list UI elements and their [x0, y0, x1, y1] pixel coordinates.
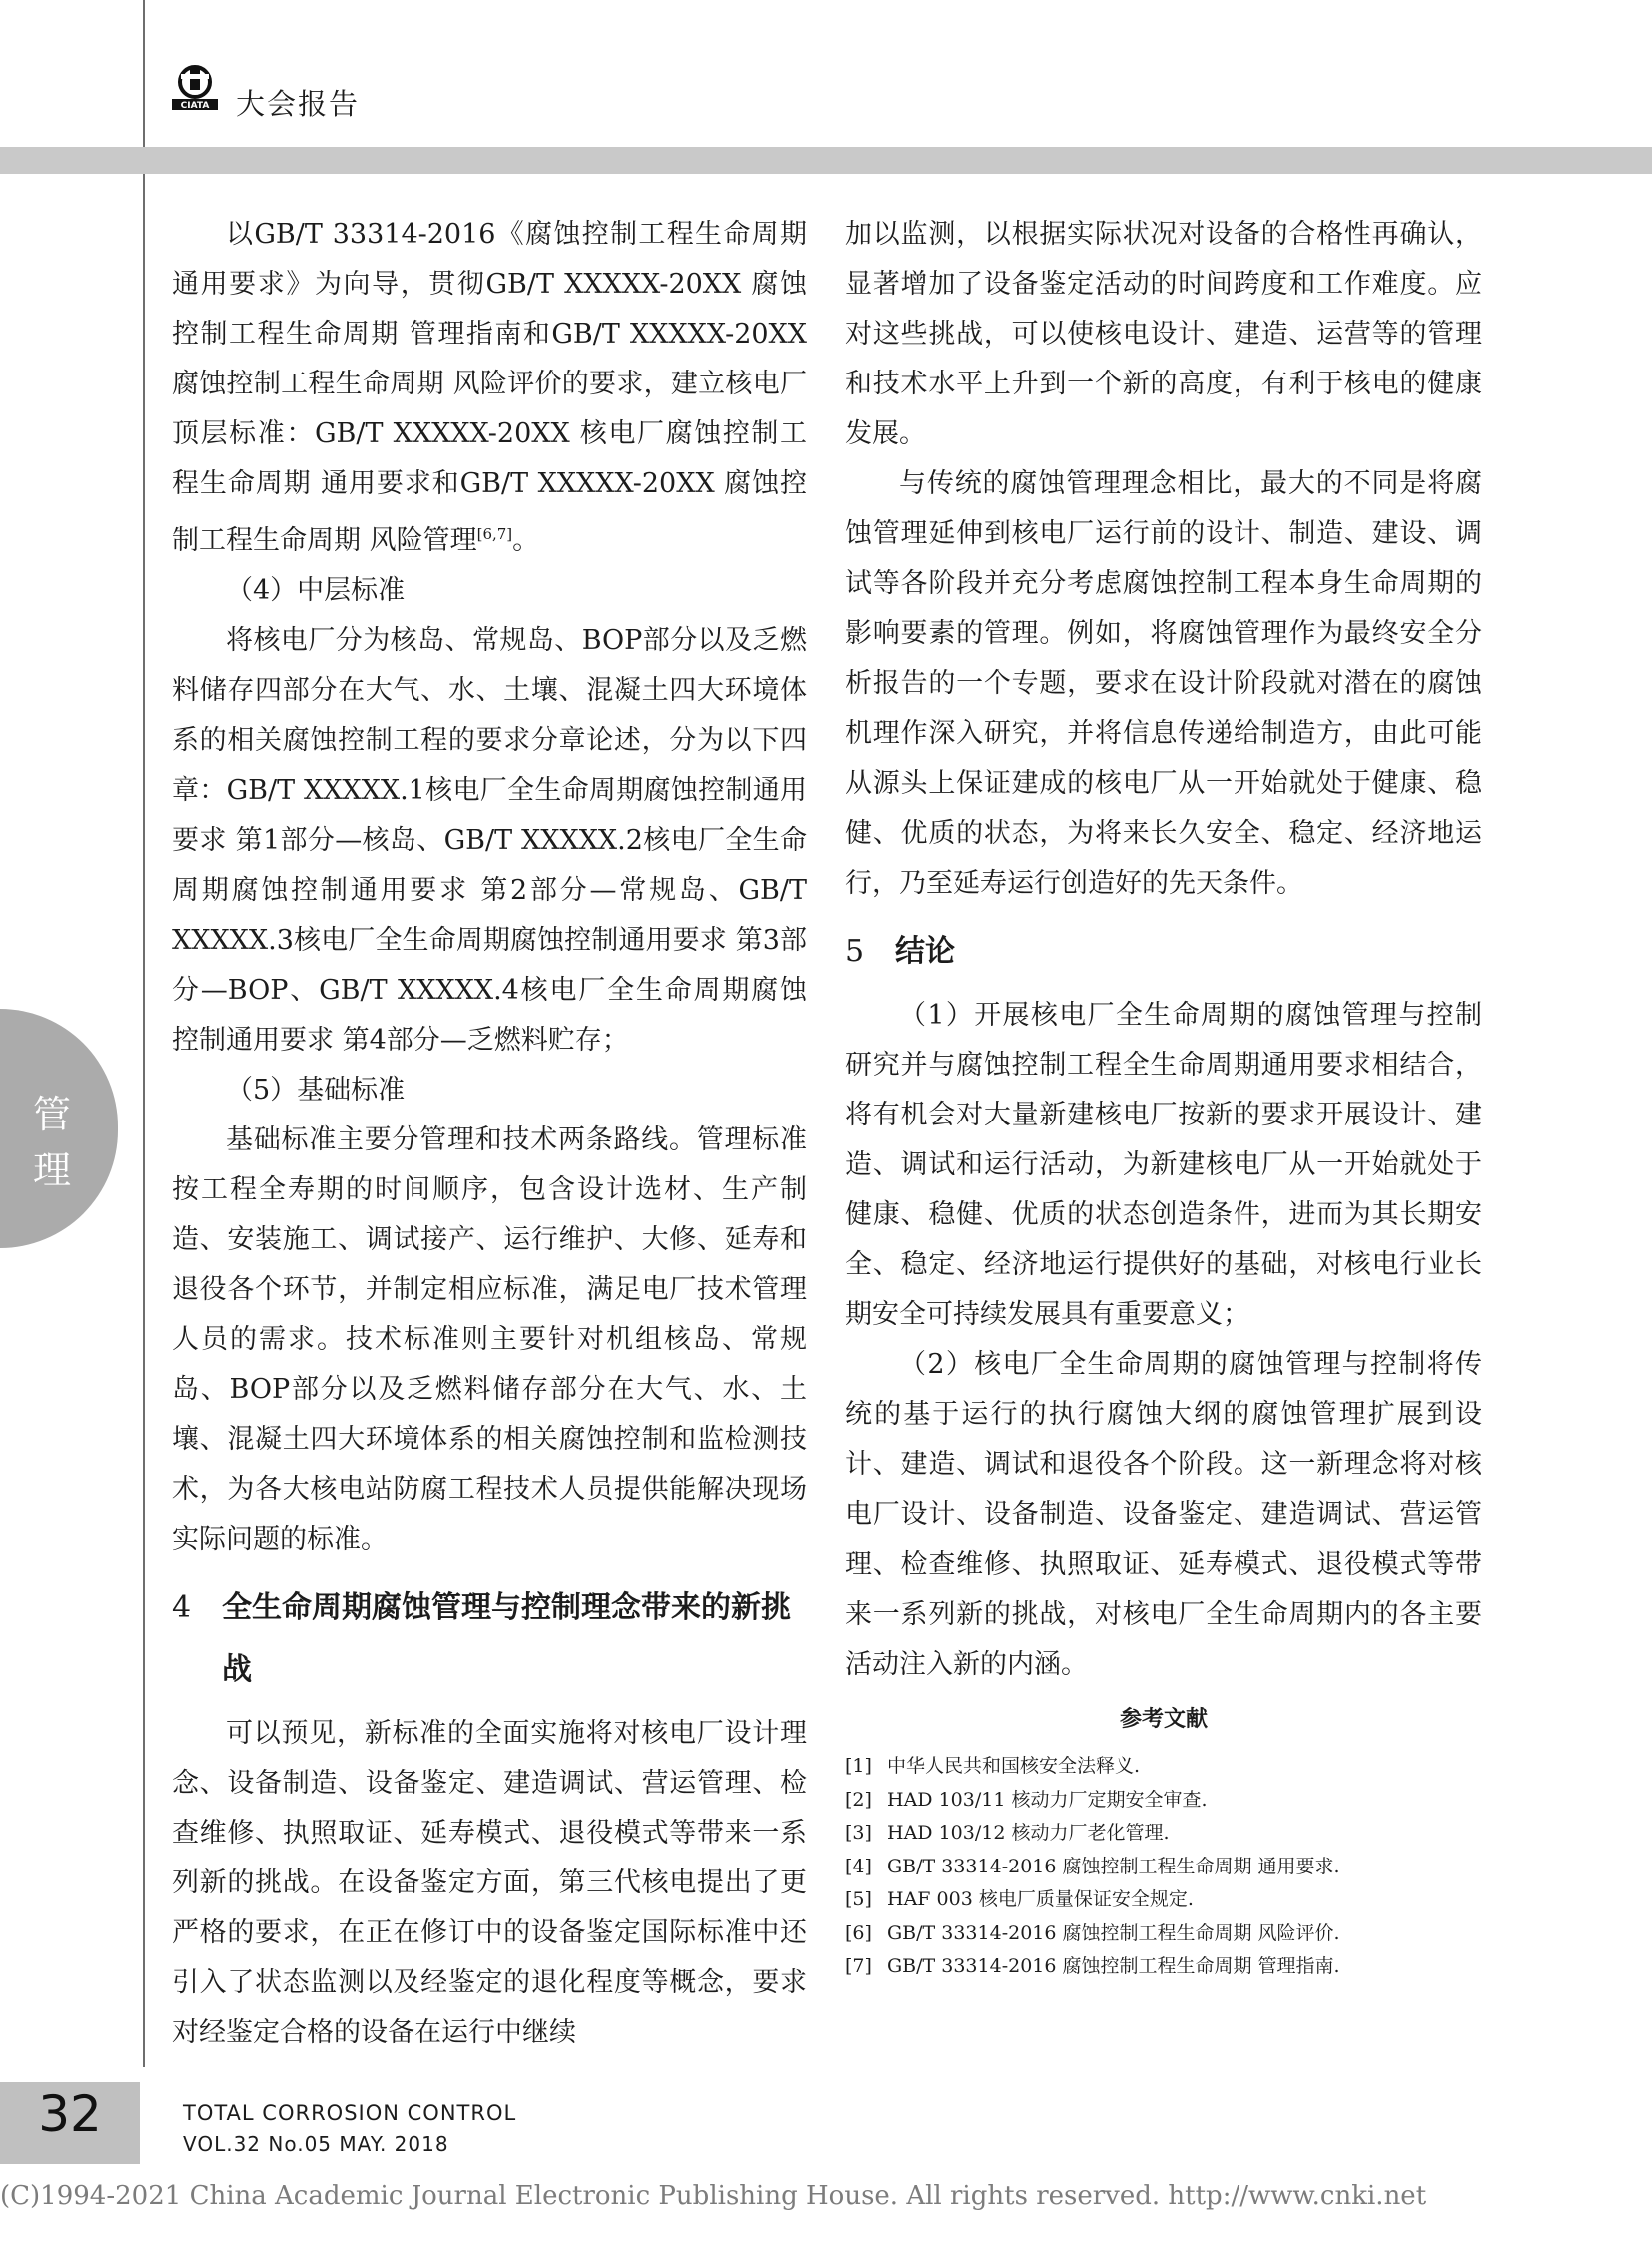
section-heading [845, 921, 1482, 983]
subheading: （5）基础标准 [226, 1075, 406, 1106]
reference-item: [1] 中华人民共和国核安全法释义. [845, 1755, 1141, 1777]
section-title: 大会报告 [236, 87, 361, 121]
paragraph: （1）开展核电厂全生命周期的腐蚀管理与控制研究并与腐蚀控制工程全生命周期通用要求相结合，将有机会对大量新建核电厂按新的要求开展设计、建造、调试和运行活动，为新建核电厂从一开始就处于健康、稳健、优质的状态创造条件，进而为其长期安全、稳定、经济地运行提供好的基础，对核电行业长期安全可持续发展具有重要意义； [845, 1000, 1482, 1330]
reference-item: [3] HAD 103/12 核动力厂老化管理. [845, 1822, 1170, 1844]
subheading: （4）中层标准 [226, 575, 406, 606]
left-column [172, 210, 807, 2058]
svg-text:CIATA: CIATA [180, 101, 210, 110]
section-number: 4 [172, 1590, 192, 1625]
paragraph: 与传统的腐蚀管理理念相比，最大的不同是将腐蚀管理延伸到核电厂运行前的设计、制造、建设、调试等各阶段并充分考虑腐蚀控制工程本身生命周期的影响要素的管理。例如，将腐蚀管理作为最终安全分析报告的一个专题，要求在设计阶段就对潜在的腐蚀机理作深入研究，并将信息传递给制造方，由此可能从源头上保证建成的核电厂从一开始就处于健康、稳健、优质的状态，为将来长久安全、稳定、经济地运行，乃至延寿运行创造好的先天条件。 [845, 468, 1482, 899]
header-bar [0, 147, 1652, 174]
paragraph: 可以预见，新标准的全面实施将对核电厂设计理念、设备制造、设备鉴定、建造调试、营运管理、检查维修、执照取证、延寿模式、退役模式等带来一系列新的挑战。在设备鉴定方面，第三代核电提出了更严格的要求，在正在修订中的设备鉴定国际标准中还引入了状态监测以及经鉴定的退化程度等概念，要求对经鉴定合格的设备在运行中继续 [172, 1718, 807, 2048]
citation: [6,7] [476, 525, 513, 543]
reference-item: [7] GB/T 33314-2016 腐蚀控制工程生命周期 管理指南. [845, 1955, 1340, 1977]
paragraph: 基础标准主要分管理和技术两条路线。管理标准按工程全寿期的时间顺序，包含设计选材、生产制造、安装施工、调试接产、运行维护、大修、延寿和退役各个环节，并制定相应标准，满足电厂技术管理人员的需求。技术标准则主要针对机组核岛、常规岛、BOP部分以及乏燃料储存部分在大气、水、土壤、混凝土四大环境体系的相关腐蚀控制和监检测技术，为各大核电站防腐工程技术人员提供能解决现场实际问题的标准。 [172, 1124, 807, 1555]
reference-item: [2] HAD 103/11 核动力厂定期安全审查. [845, 1788, 1208, 1811]
page-number: 32 [38, 2085, 102, 2143]
section-number: 5 [845, 934, 865, 969]
copyright-notice: (C)1994-2021 China Academic Journal Electronic Publishing House. All rights reserved. http://www.cnki.net [0, 2181, 1427, 2211]
journal-name: TOTAL CORROSION CONTROL [183, 2101, 517, 2125]
reference-item: [5] HAF 003 核电厂质量保证安全规定. [845, 1888, 1194, 1910]
section-heading [172, 1577, 807, 1701]
left-vertical-rule [143, 0, 145, 2067]
paragraph: 加以监测，以根据实际状况对设备的合格性再确认，显著增加了设备鉴定活动的时间跨度和工作难度。应对这些挑战，可以使核电设计、建造、运营等的管理和技术水平上升到一个新的高度，有利于核电的健康发展。 [845, 219, 1482, 449]
paragraph: （2）核电厂全生命周期的腐蚀管理与控制将传统的基于运行的执行腐蚀大纲的腐蚀管理扩展到设计、建造、调试和退役各个阶段。这一新理念将对核电厂设计、设备制造、设备鉴定、建造调试、营运管理、检查维修、执照取证、延寿模式、退役模式等带来一系列新的挑战，对核电厂全生命周期内的各主要活动注入新的内涵。 [845, 1349, 1482, 1680]
paragraph: 将核电厂分为核岛、常规岛、BOP部分以及乏燃料储存四部分在大气、水、土壤、混凝土四大环境体系的相关腐蚀控制工程的要求分章论述，分为以下四章：GB/T XXXXX.1核电厂全生命周期腐蚀控制通用要求 第1部分—核岛、GB/T XXXXX.2核电厂全生命周期腐蚀控制通用要求 第2部分—常规岛、GB/T XXXXX.3核电厂全生命周期腐蚀控制通用要求 第3部分—BOP、GB/T XXXXX.4核电厂全生命周期腐蚀控制通用要求 第4部分—乏燃料贮存； [172, 625, 807, 1056]
reference-list [845, 1750, 1482, 1984]
reference-item: [6] GB/T 33314-2016 腐蚀控制工程生命周期 风险评价. [845, 1921, 1340, 1944]
references-title: 参考文献 [1119, 1707, 1208, 1732]
side-tab-label: 管理 [32, 1093, 71, 1192]
paragraph: 以GB/T 33314-2016《腐蚀控制工程生命周期 通用要求》为向导，贯彻GB/T XXXXX-20XX 腐蚀控制工程生命周期 管理指南和GB/T XXXXX-20XX 腐蚀控制工程生命周期 风险评价的要求，建立核电厂顶层标准：GB/T XXXXX-20XX 核电厂腐蚀控制工程生命周期 通用要求和GB/T XXXXX-20XX 腐蚀控制工程生命周期 风险管理[6,7]。 [172, 219, 807, 556]
section-heading-text: 全生命周期腐蚀管理与控制理念带来的新挑战 [222, 1590, 791, 1687]
journal-volume: VOL.32 No.05 MAY. 2018 [183, 2132, 449, 2156]
right-column [845, 210, 1482, 1984]
ciata-logo-icon [172, 64, 218, 110]
section-heading-text: 结论 [895, 934, 955, 969]
reference-item: [4] GB/T 33314-2016 腐蚀控制工程生命周期 通用要求. [845, 1855, 1340, 1877]
